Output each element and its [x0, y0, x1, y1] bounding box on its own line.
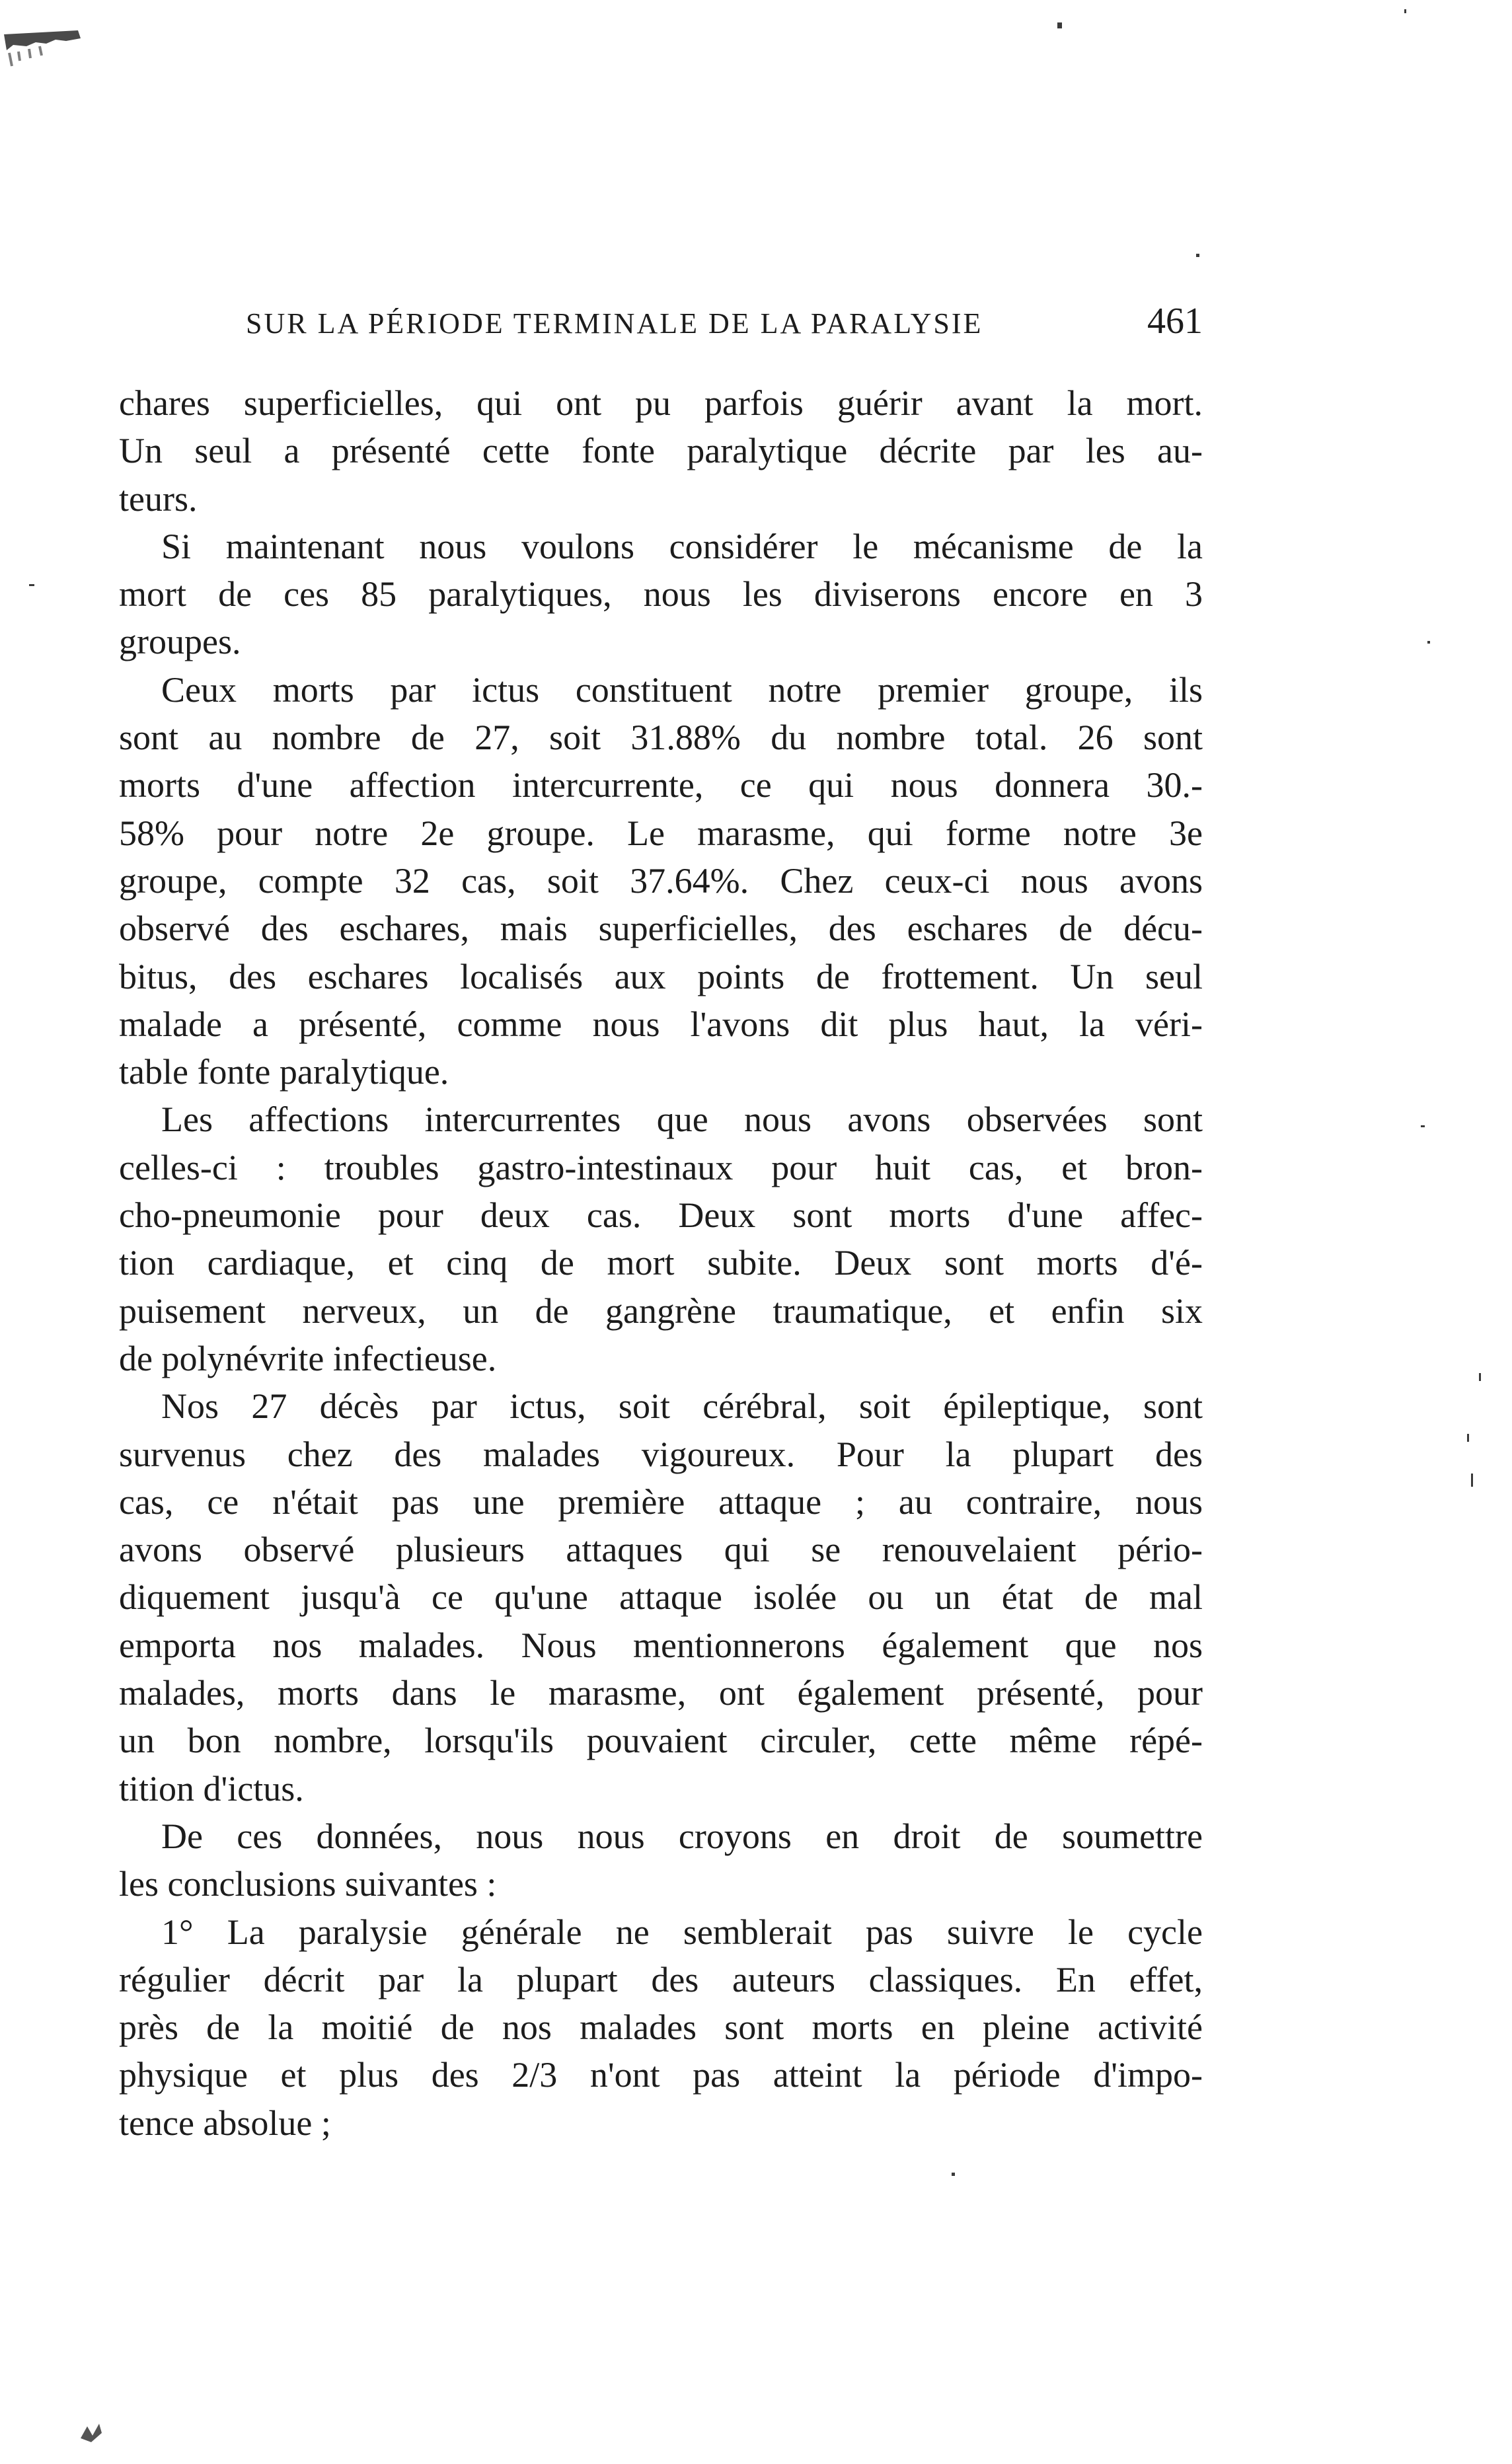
scan-speck: [1421, 1125, 1425, 1127]
text-line: observé des eschares, mais superficielles, des eschares de décu-: [119, 909, 1203, 949]
scan-speck: [1471, 1474, 1473, 1487]
text-line: malades, morts dans le marasme, ont également présenté, pour: [119, 1673, 1203, 1713]
text-line: malade a présenté, comme nous l'avons dit plus haut, la véri-: [119, 1004, 1203, 1044]
text-line: près de la moitié de nos malades sont morts en pleine activité: [119, 2007, 1203, 2048]
text-line: de polynévrite infectieuse.: [119, 1338, 497, 1378]
scan-speck: [1467, 1434, 1469, 1442]
body-text: [119, 379, 1203, 2147]
scan-ink-blot: [0, 26, 86, 79]
running-title: SUR LA PÉRIODE TERMINALE DE LA PARALYSIE: [246, 307, 983, 340]
page-number: 461: [1147, 301, 1203, 342]
text-line: physique et plus des 2/3 n'ont pas atteint la période d'impo-: [119, 2055, 1203, 2095]
text-line: emporta nos malades. Nous mentionnerons également que nos: [119, 1625, 1203, 1665]
text-line: tence absolue ;: [119, 2103, 331, 2143]
text-line: diquement jusqu'à ce qu'une attaque isolée ou un état de mal: [119, 1577, 1203, 1618]
text-line: chares superficielles, qui ont pu parfois guérir avant la mort.: [119, 383, 1203, 423]
text-line: un bon nombre, lorsqu'ils pouvaient circuler, cette même répé-: [119, 1721, 1203, 1761]
running-header: [246, 300, 1203, 346]
paragraph-first-line: Les affections intercurrentes que nous avons observées sont: [161, 1100, 1203, 1140]
text-line: sont au nombre de 27, soit 31.88% du nombre total. 26 sont: [119, 718, 1203, 758]
paragraph-first-line: Ceux morts par ictus constituent notre premier groupe, ils: [161, 669, 1203, 710]
paragraph-first-line: Nos 27 décès par ictus, soit cérébral, soit épileptique, sont: [161, 1386, 1203, 1427]
text-line: avons observé plusieurs attaques qui se renouvelaient pério-: [119, 1530, 1203, 1570]
text-line: morts d'une affection intercurrente, ce qui nous donnera 30.-: [119, 765, 1203, 805]
text-line: 58% pour notre 2e groupe. Le marasme, qui forme notre 3e: [119, 813, 1203, 853]
paragraph-first-line: Si maintenant nous voulons considérer le mécanisme de la: [161, 526, 1203, 566]
text-line: teurs.: [119, 478, 198, 519]
scan-speck: [952, 2173, 955, 2176]
text-line: tion cardiaque, et cinq de mort subite. Deux sont morts d'é-: [119, 1243, 1203, 1283]
scan-speck: [1404, 9, 1406, 13]
text-line: cas, ce n'était pas une première attaque ; au contraire, nous: [119, 1481, 1203, 1522]
scan-speck: [1196, 254, 1199, 257]
text-line: groupes.: [119, 622, 241, 662]
scan-speck: [1479, 1373, 1481, 1381]
text-line: groupe, compte 32 cas, soit 37.64%. Chez ceux-ci nous avons: [119, 860, 1203, 901]
text-line: les conclusions suivantes :: [119, 1864, 497, 1904]
text-line: table fonte paralytique.: [119, 1052, 449, 1092]
text-line: mort de ces 85 paralytiques, nous les diviserons encore en 3: [119, 574, 1203, 615]
text-line: cho-pneumonie pour deux cas. Deux sont morts d'une affec-: [119, 1195, 1203, 1236]
scan-speck: [29, 584, 34, 586]
text-line: celles-ci : troubles gastro-intestinaux pour huit cas, et bron-: [119, 1147, 1203, 1187]
text-line: bitus, des eschares localisés aux points de frottement. Un seul: [119, 956, 1203, 996]
scan-speck: [1427, 641, 1430, 644]
conclusion-1-first-line: 1° La paralysie générale ne semblerait pas suivre le cycle: [161, 1912, 1203, 1952]
text-line: tition d'ictus.: [119, 1768, 304, 1809]
text-line: Un seul a présenté cette fonte paralytique décrite par les au-: [119, 431, 1203, 471]
text-line: puisement nerveux, un de gangrène traumatique, et enfin six: [119, 1290, 1203, 1331]
scan-ink-mark: [78, 2418, 104, 2445]
scan-speck: [1057, 22, 1062, 28]
paragraph-first-line: De ces données, nous nous croyons en droit de soumettre: [161, 1816, 1203, 1856]
text-line: régulier décrit par la plupart des auteurs classiques. En effet,: [119, 1959, 1203, 1999]
text-line: survenus chez des malades vigoureux. Pour la plupart des: [119, 1434, 1203, 1474]
